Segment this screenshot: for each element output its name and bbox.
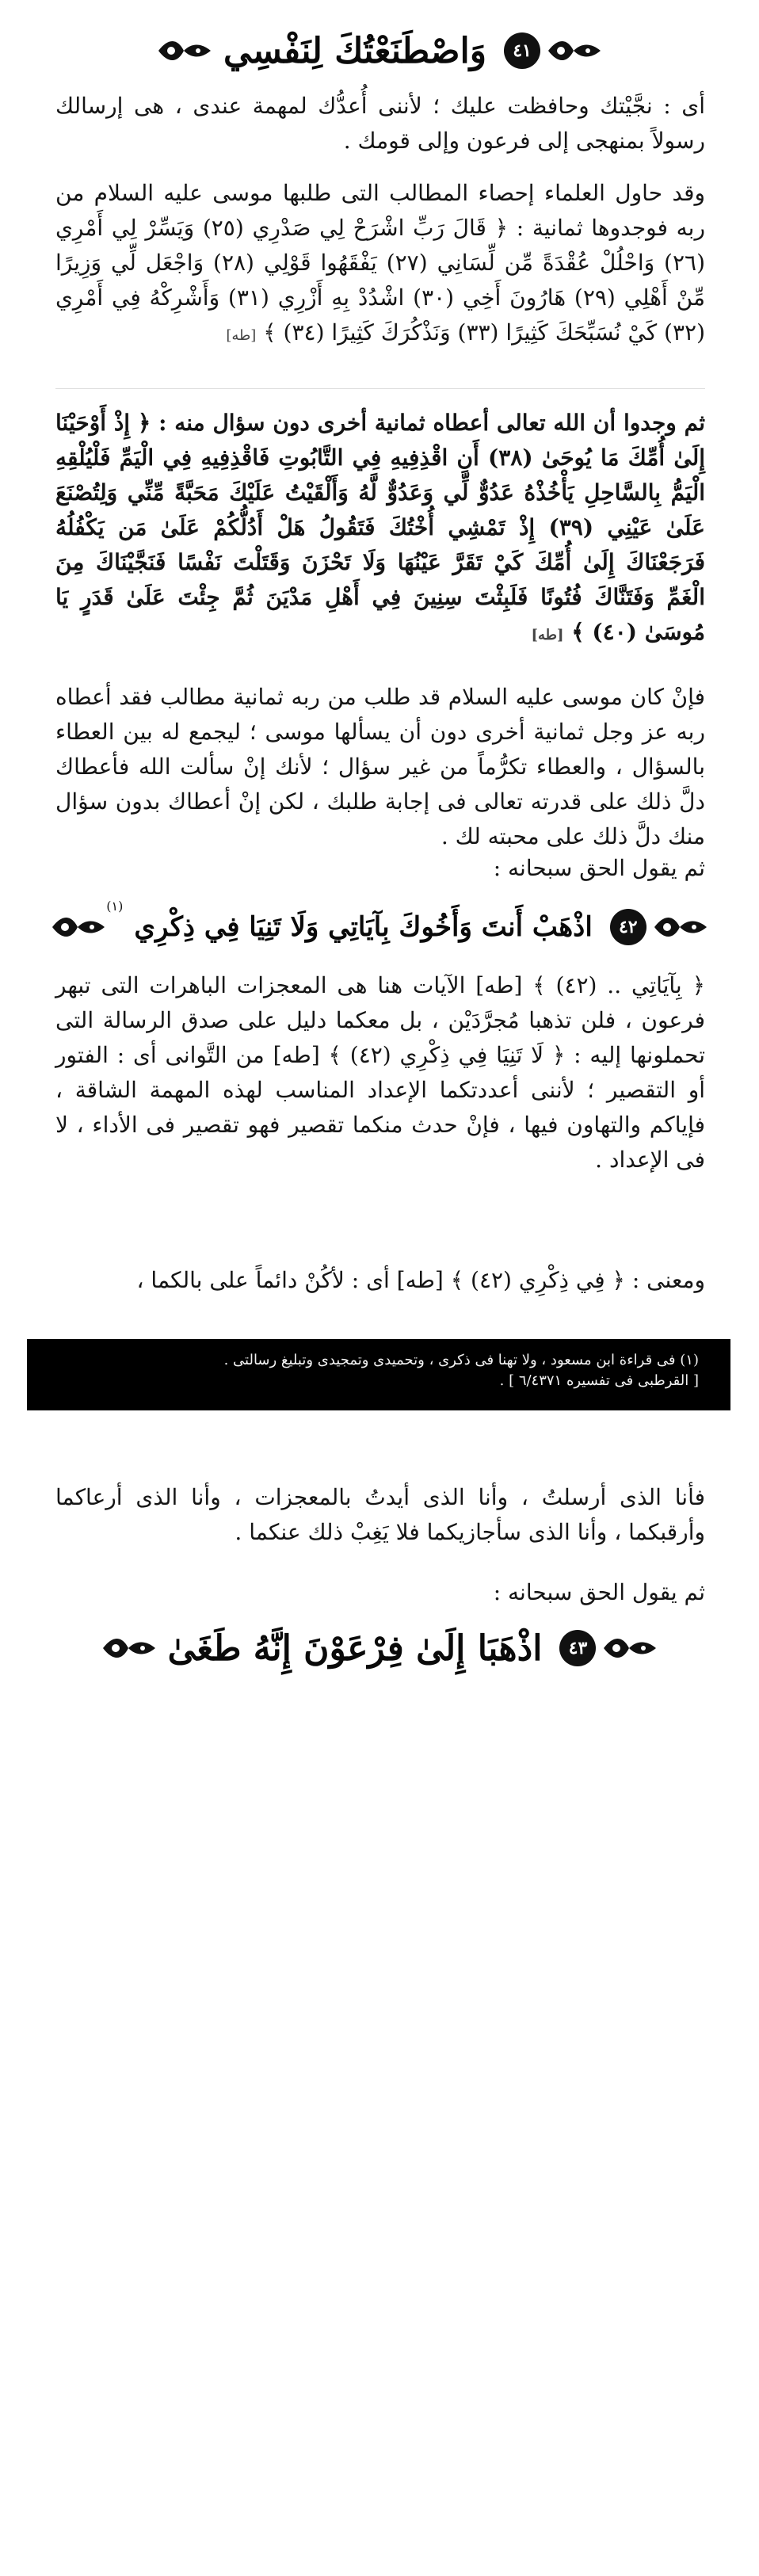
ornament-icon (653, 911, 708, 943)
footnote-line-2: [ القرطبى فى تفسيره ٦/٤٣٧١ ] . (499, 1372, 699, 1389)
verse-42-header (0, 899, 759, 956)
verse-title: وَاصْطَنَعْتُكَ لِنَفْسِي (223, 30, 486, 71)
verse-number-badge: ٤٣ (559, 1630, 596, 1666)
ornament-icon (51, 911, 106, 943)
paragraph-3 (55, 406, 705, 653)
paragraph-4: فإنْ كان موسى عليه السلام قد طلب من ربه ثمانية مطالب فقد أعطاه ربه عز وجل ثمانية أخرى دون أن يسألها موسى ؛ ليجمع له بين العطاء بالسؤال ، والعطاء تكرُّماً من غير سؤال ؛ لأنك إنْ سألت الله فأعطاك دلَّ ذلك على قدرته تعالى فى إجابة طلبك ، لكن إنْ أعطاك بدون سؤال منك دلَّ ذلك على محبته لك . (55, 684, 705, 849)
paragraph-2-text: وقد حاول العلماء إحصاء المطالب التى طلبها موسى عليه السلام من ربه فوجدوها ثمانية : ﴿ قَالَ رَبِّ اشْرَحْ لِي صَدْرِي (٢٥) وَيَسِّرْ لِي أَمْرِي (٢٦) وَاحْلُلْ عُقْدَةً مِّن لِّسَانِي (٢٧) يَفْقَهُوا قَوْلِي (٢٨) وَاجْعَل لِّي وَزِيرًا مِّنْ أَهْلِي (٢٩) هَارُونَ أَخِي (٣٠) اشْدُدْ بِهِ أَزْرِي (٣١) وَأَشْرِكْهُ فِي أَمْرِي (٣٢) كَيْ نُسَبِّحَكَ كَثِيرًا (٣٣) وَنَذْكُرَكَ كَثِيرًا (٣٤) ﴾ (55, 180, 705, 345)
paragraph-8: فأنا الذى أرسلتُ ، وأنا الذى أيدتُ بالمعجزات ، وأنا الذى أرعاكما وأرقبكما ، وأنا الذى سأجازيكما فلا يَغِبْ ذلك عنكما . (55, 1484, 705, 1545)
paragraph-1: أى : نجَّيْتك وحافظت عليك ؛ لأننى أُعدُّك لمهمة عندى ، هى إرسالك رسولاً بمنهجى إلى فرعون وإلى قومك . (55, 93, 705, 154)
ornament-icon (101, 1632, 157, 1664)
verse-title: اذْهَبَا إِلَىٰ فِرْعَوْنَ إِنَّهُ طَغَىٰ (167, 1628, 543, 1669)
paragraph-5: ثم يقول الحق سبحانه : (493, 855, 705, 881)
ornament-icon (602, 1632, 658, 1664)
footnote-box (27, 1339, 730, 1410)
paragraph-6: ﴿ بِآيَاتِي .. (٤٢) ﴾ [طه] الآيات هنا هى المعجزات الباهرات التى تبهر فرعون ، فلن تذهبا مُجرَّدَيْن ، بل معكما دليل على صدق الرسالة التى تحملونها إليه : ﴿ لَا تَنِيَا فِي ذِكْرِي (٤٢) ﴾ [طه] من التَّوانى أى : الفتور أو التقصير ؛ لأننى أعددتكما الإعداد المناسب لهذه المهمة الشاقة ، فإياكم والتهاون فيها ، فإنْ حدث منكما تقصير فهو تقصير فى الأداء ، لا فى الإعداد . (55, 972, 705, 1173)
footnote-mark: (١) (106, 899, 124, 914)
ornament-icon (547, 35, 602, 67)
surah-reference: [طه] (531, 627, 564, 643)
verse-43-header (0, 1620, 759, 1677)
paragraph-2 (55, 176, 705, 353)
verse-number-badge: ٤٢ (610, 909, 646, 945)
verse-title: اذْهَبْ أَنتَ وَأَخُوكَ بِآيَاتِي وَلَا تَنِيَا فِي ذِكْرِي (134, 911, 593, 943)
divider (55, 388, 705, 389)
verse-number-badge: ٤١ (504, 32, 540, 69)
surah-reference: [طه] (226, 327, 257, 344)
ornament-icon (157, 35, 212, 67)
verse-41-header (0, 22, 759, 79)
paragraph-7: ومعنى : ﴿ فِي ذِكْرِي (٤٢) ﴾ [طه] أى : لأكُنْ دائماً على بالكما ، (136, 1267, 705, 1293)
paragraph-9: ثم يقول الحق سبحانه : (493, 1579, 705, 1605)
footnote-line-1: (١) فى قراءة ابن مسعود ، ولا تهنا فى ذكرى ، وتحميدى وتمجيدى وتبليغ رسالتى . (223, 1352, 699, 1368)
paragraph-3-text: ثم وجدوا أن الله تعالى أعطاه ثمانية أخرى دون سؤال منه : ﴿ إِذْ أَوْحَيْنَا إِلَىٰ أُمِّكَ مَا يُوحَىٰ (٣٨) أَنِ اقْذِفِيهِ فِي التَّابُوتِ فَاقْذِفِيهِ فِي الْيَمِّ فَلْيُلْقِهِ الْيَمُّ بِالسَّاحِلِ يَأْخُذْهُ عَدُوٌّ لِّي وَعَدُوٌّ لَّهُ وَأَلْقَيْتُ عَلَيْكَ مَحَبَّةً مِّنِّي وَلِتُصْنَعَ عَلَىٰ عَيْنِي (٣٩) إِذْ تَمْشِي أُخْتُكَ فَتَقُولُ هَلْ أَدُلُّكُمْ عَلَىٰ مَن يَكْفُلُهُ فَرَجَعْنَاكَ إِلَىٰ أُمِّكَ كَيْ تَقَرَّ عَيْنُهَا وَلَا تَحْزَنَ وَقَتَلْتَ نَفْسًا فَنَجَّيْنَاكَ مِنَ الْغَمِّ وَفَتَنَّاكَ فُتُونًا فَلَبِثْتَ سِنِينَ فِي أَهْلِ مَدْيَنَ ثُمَّ جِئْتَ عَلَىٰ قَدَرٍ يَا مُوسَىٰ (٤٠) ﴾ (55, 410, 706, 645)
